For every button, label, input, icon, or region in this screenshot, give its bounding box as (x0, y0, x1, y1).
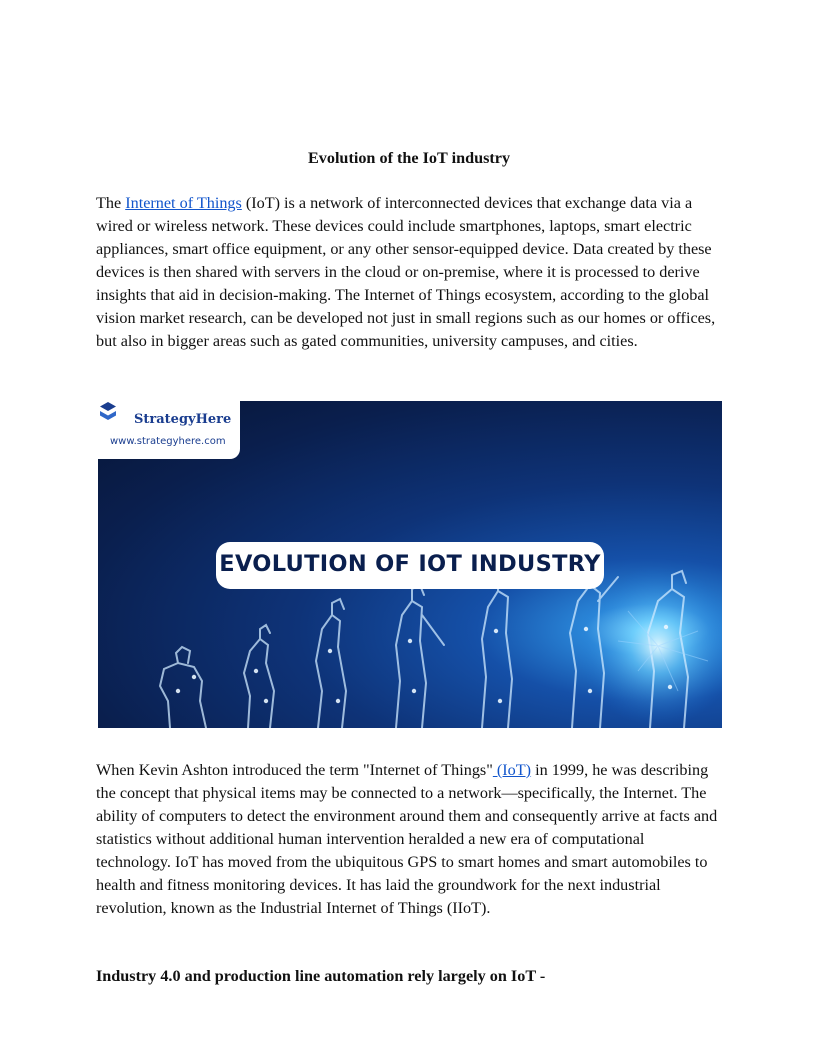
internet-of-things-link[interactable]: Internet of Things (125, 194, 242, 212)
intro-prefix: The (96, 194, 126, 212)
hominid-silhouette (316, 599, 346, 728)
intro-body: (IoT) is a network of interconnected devices that exchange data via a wired or wireless network. These devices could include smartphones, laptops, smart electric appliances, smart office equipment, or any other sensor-equipped device. Data created by these devices is then shared with servers in the cloud or on-premise, where it is processed to derive insights that aid in decision-making. The Internet of Things ecosystem, according to the global vision market research, can be developed not just in small regions such as our homes or offices, but also in bigger areas such as gated communities, university campuses, and cities. (96, 194, 716, 350)
brand-name: StrategyHere (134, 412, 232, 427)
modern-human-silhouette (482, 573, 512, 728)
ape-silhouette (160, 647, 206, 728)
intro-paragraph (96, 192, 722, 353)
history-body: in 1999, he was describing the concept that physical items may be connected to a network—specifically, the Internet. The ability of computers to detect the environment around them and consequently arrive at facts and statistics without additional human intervention heralded a new era of computational technology. IoT has moved from the ubiquitous GPS to smart homes and smart automobiles to health and fitness monitoring devices. It has laid the groundwork for the next industrial revolution, known as the Industrial Internet of Things (IIoT). (96, 761, 718, 917)
strategyhere-logo-icon (98, 401, 118, 421)
history-paragraph (96, 759, 722, 920)
brand-url: www.strategyhere.com (110, 436, 226, 447)
document-title: Evolution of the IoT industry (307, 149, 511, 167)
banner-headline: EVOLUTION OF IOT INDUSTRY (219, 551, 601, 577)
evolution-banner-image (98, 401, 722, 728)
history-prefix: When Kevin Ashton introduced the term "Internet of Things" (96, 761, 493, 779)
human-silhouette (396, 585, 444, 728)
brand-logo-box (98, 401, 240, 459)
section-heading: Industry 4.0 and production line automation rely largely on IoT - (96, 967, 546, 985)
early-hominid-silhouette (244, 625, 274, 728)
iot-link[interactable]: (IoT) (492, 761, 532, 779)
banner-headline-pill (216, 542, 604, 589)
